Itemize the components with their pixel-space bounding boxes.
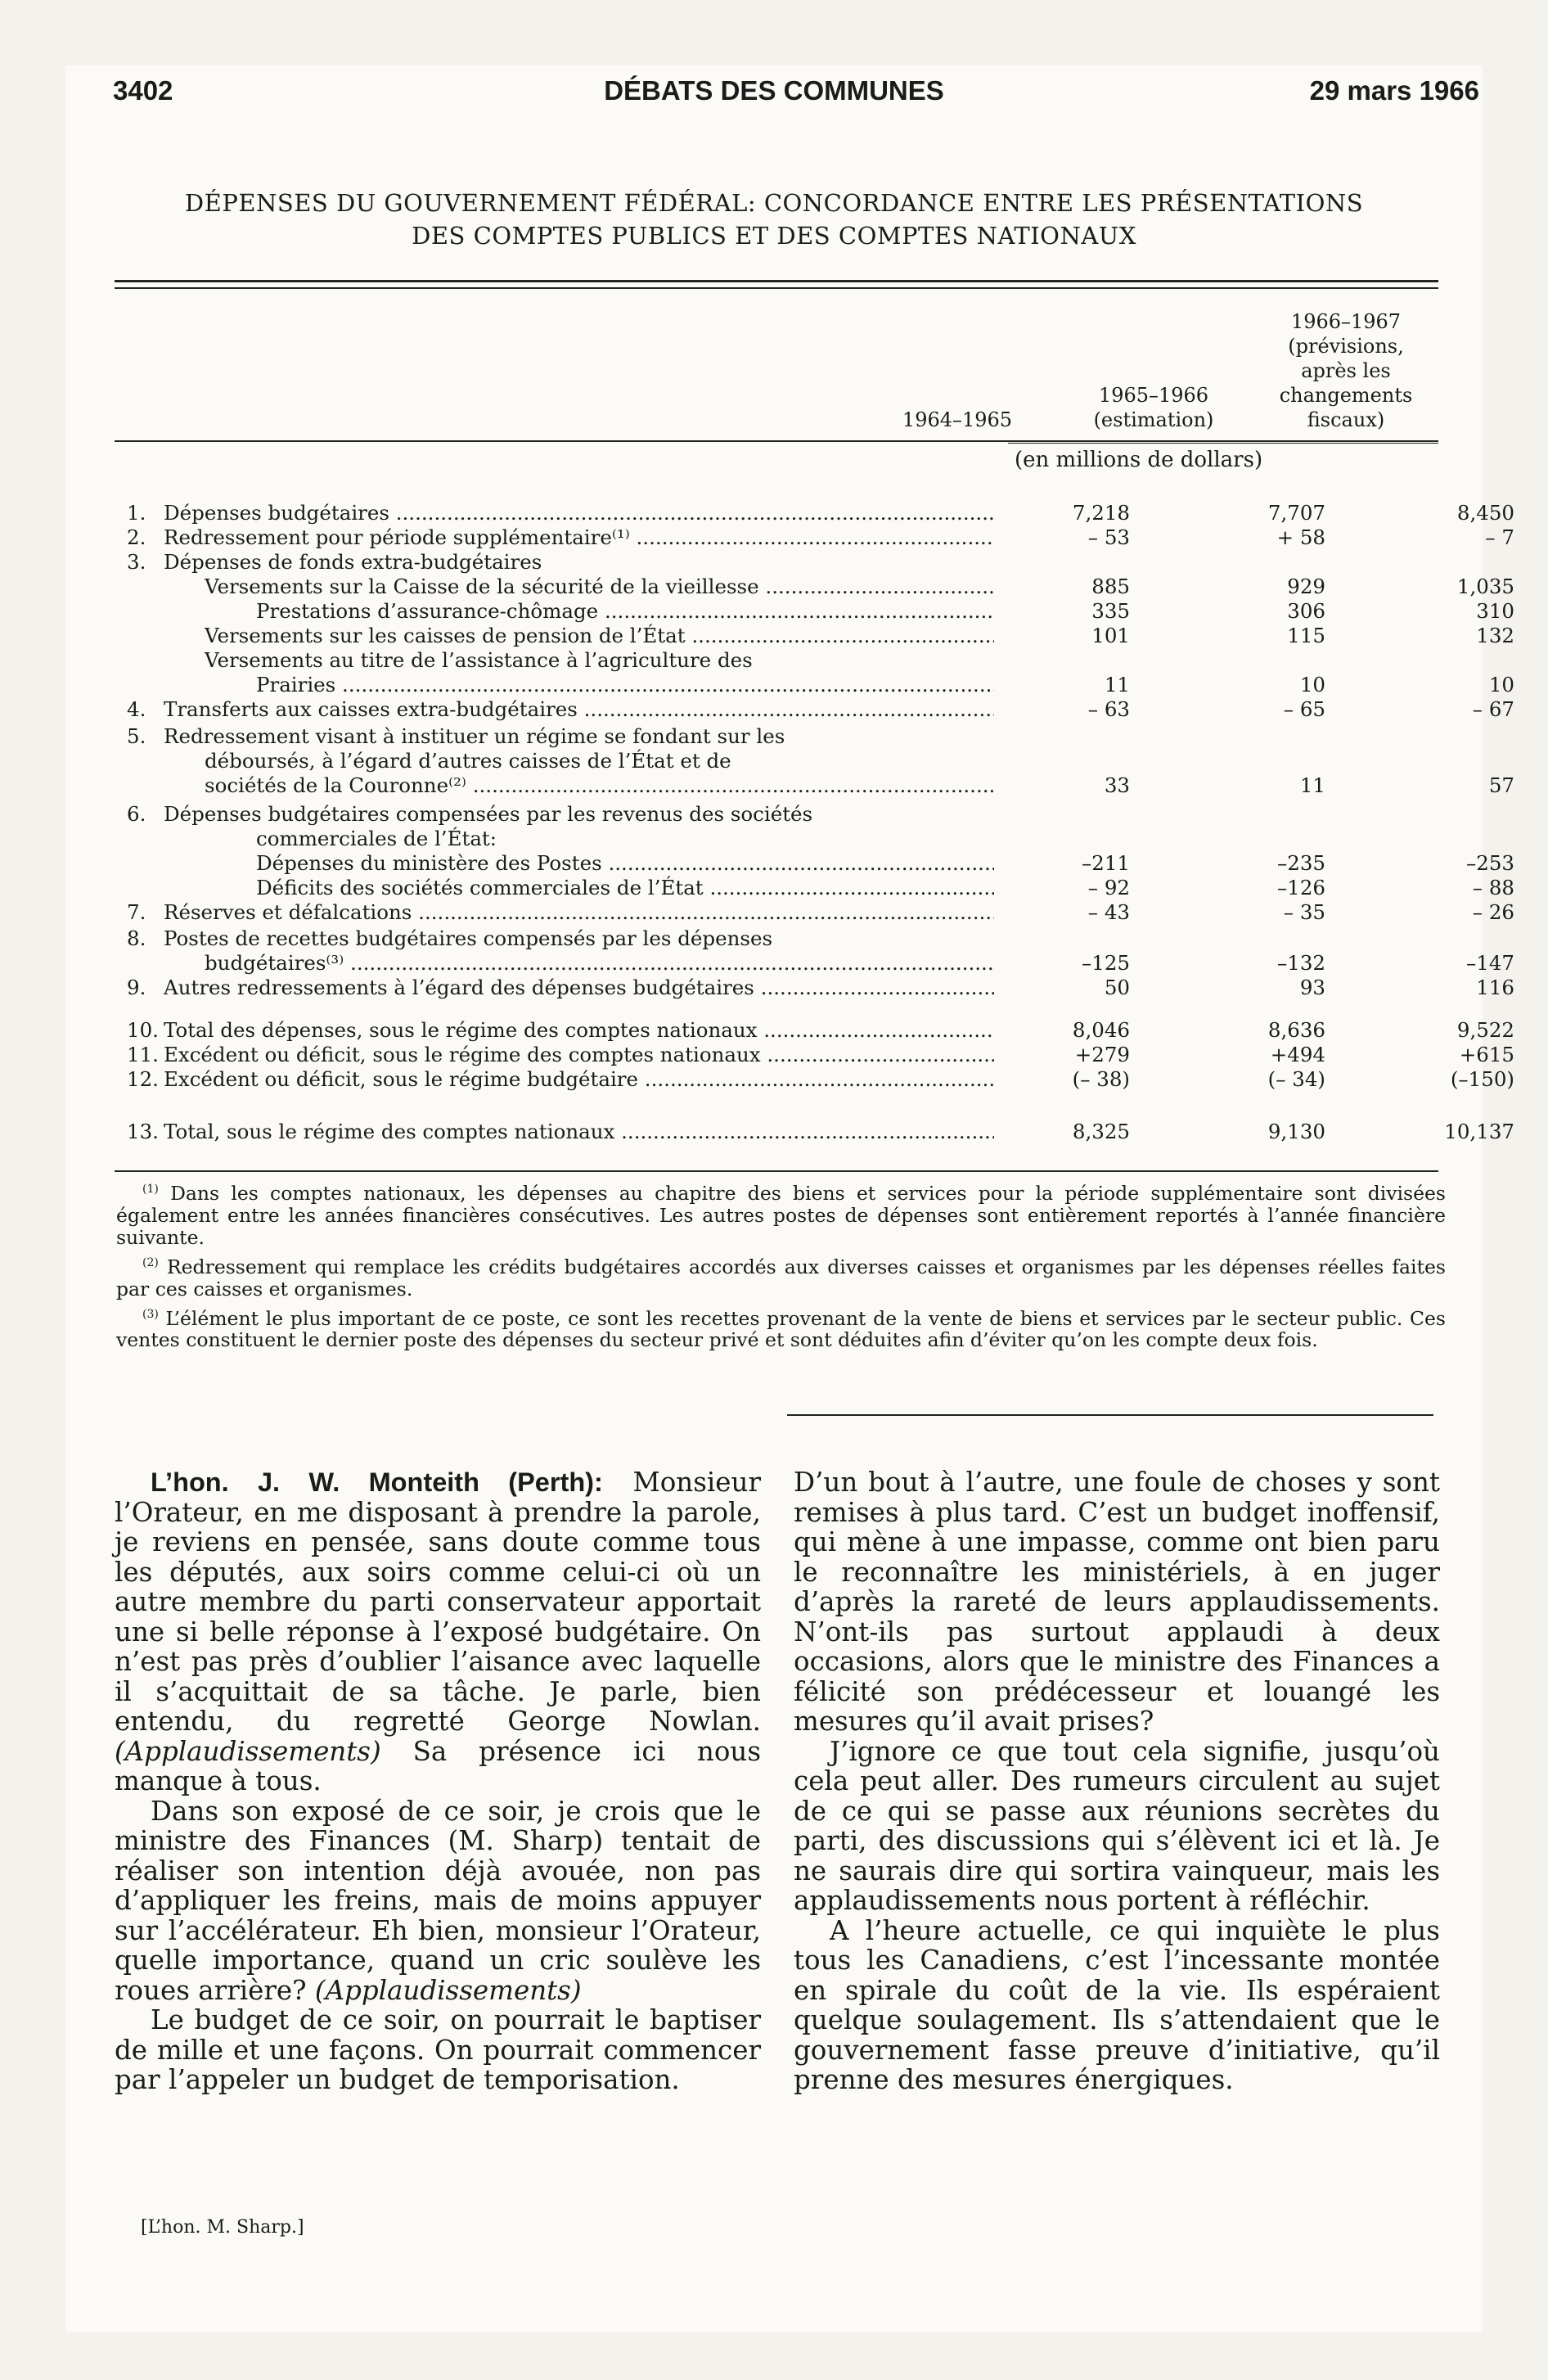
table-row: [127, 1067, 1514, 1092]
paragraph: [115, 1796, 761, 2006]
table-bottom-rule: [115, 1170, 1438, 1172]
row-number: 13.: [127, 1120, 159, 1143]
table-row: [127, 749, 1432, 773]
cell-1966-1967: – 88: [1472, 876, 1514, 899]
table-row: [127, 876, 1514, 900]
cell-1965-1966: –126: [1276, 876, 1325, 899]
cell-1964-1965: 885: [1091, 575, 1130, 598]
column-head-1965-year: 1965–1966: [1098, 384, 1209, 407]
right-column: [794, 1467, 1440, 2095]
paragraph: Le budget de ce soir, on pourrait le baptiser de mille et une façons. On pourrait commencer par l’appeler un budget de temporisation.: [115, 2004, 761, 2095]
table-top-rule: [115, 280, 1438, 282]
cell-1965-1966: 93: [1299, 976, 1325, 999]
page-date: 29 mars 1966: [1309, 75, 1479, 106]
row-label: Redressement visant à instituer un régime se fondant sur les: [164, 724, 785, 748]
cell-1966-1967: –147: [1465, 951, 1514, 975]
cell-1964-1965: – 63: [1087, 697, 1130, 721]
row-label: Postes de recettes budgétaires compensés par les dépenses: [164, 926, 773, 950]
page-title: DÉBATS DES COMMUNES: [604, 75, 944, 106]
paragraph-text: Sa présence ici nous manque à tous.: [115, 1735, 761, 1796]
row-label: Déficits des sociétés commerciales de l’État .....: [256, 876, 994, 899]
table-row: [127, 926, 1432, 951]
table-row: [127, 624, 1514, 648]
cell-1966-1967: (–150): [1450, 1067, 1514, 1091]
cell-1964-1965: –125: [1081, 951, 1130, 975]
cell-1965-1966: 10: [1299, 673, 1325, 696]
row-label: Excédent ou déficit, sous le régime budgétaire .....: [164, 1067, 994, 1091]
cell-1965-1966: – 35: [1283, 900, 1325, 924]
cell-1965-1966: –235: [1276, 851, 1325, 875]
header-rule: [115, 440, 1438, 442]
row-label: Prairies .....: [256, 673, 994, 696]
table-row: [127, 951, 1514, 976]
cell-1965-1966: +494: [1270, 1043, 1325, 1066]
cell-1965-1966: 9,130: [1267, 1120, 1325, 1143]
cell-1966-1967: 10,137: [1444, 1120, 1514, 1143]
unit-label: (en millions de dollars): [1015, 448, 1263, 472]
table-row: [127, 724, 1432, 749]
cell-1966-1967: – 67: [1472, 697, 1514, 721]
interjection: (Applaudissements): [314, 1974, 582, 2006]
cell-1964-1965: 50: [1104, 976, 1130, 999]
table-row: [127, 1120, 1514, 1144]
cell-1964-1965: – 92: [1087, 876, 1130, 899]
row-number: 2.: [127, 525, 146, 549]
table-row: [127, 525, 1514, 550]
paragraph-text: Dans son exposé de ce soir, je crois que le ministre des Finances (M. Sharp) tentait de réaliser son intention déjà avouée, non pas d’appliquer les freins, mais de moins appuyer sur l’accélérateur. Eh bien, monsieur l’Orateur, quelle importance, quand un cric soulève les roues arrière?: [115, 1795, 761, 2006]
row-label: Transferts aux caisses extra-budgétaires .....: [164, 697, 994, 721]
row-number: 7.: [127, 900, 146, 924]
row-label: Dépenses de fonds extra-budgétaires: [164, 550, 542, 574]
paragraph: A l’heure actuelle, ce qui inquiète le plus tous les Canadiens, c’est l’incessante montée en spirale du coût de la vie. Ils espéraient quelque soulagement. Ils s’attendaient que le gouvernement fasse preuve d’initiative, qu’il prenne des mesures énergiques.: [794, 1914, 1440, 2095]
cell-1964-1965: –211: [1081, 851, 1130, 875]
cell-1964-1965: 335: [1091, 599, 1130, 623]
column-head-1966: [1264, 309, 1428, 432]
row-number: 12.: [127, 1067, 159, 1091]
row-number: 1.: [127, 501, 146, 525]
paragraph: J’ignore ce que tout cela signifie, jusqu’où cela peut aller. Des rumeurs circulent au sujet de ce qui se passe aux réunions secrètes du parti, des discussions qui s’élèvent ici et là. Je ne saurais dire qui sortira vainqueur, mais les applaudissements nous portent à réfléchir.: [794, 1735, 1440, 1916]
row-number: 5.: [127, 724, 146, 748]
table-row: [127, 827, 1432, 851]
row-label: Versements sur les caisses de pension de l’État .....: [205, 624, 994, 647]
column-head-1965: [1072, 383, 1235, 432]
cell-1964-1965: (– 38): [1072, 1067, 1130, 1091]
cell-1966-1967: – 26: [1472, 900, 1514, 924]
row-label: Redressement pour période supplémentaire⁽¹⁾ .....: [164, 525, 994, 549]
cell-1964-1965: – 53: [1087, 525, 1130, 549]
table-row: [127, 900, 1514, 925]
footnote-2: [116, 1252, 1446, 1300]
cell-1964-1965: 8,046: [1072, 1018, 1130, 1042]
footnote-2-mark: (2): [142, 1255, 159, 1269]
cell-1965-1966: + 58: [1276, 525, 1325, 549]
cell-1966-1967: 57: [1488, 773, 1514, 797]
cell-1965-1966: 7,707: [1267, 501, 1325, 525]
table-row: [127, 599, 1514, 624]
row-label: Versements sur la Caisse de la sécurité de la vieillesse .....: [205, 575, 994, 598]
cell-1964-1965: 101: [1091, 624, 1130, 647]
row-label: Autres redressements à l’égard des dépenses budgétaires .....: [164, 976, 994, 999]
cell-1966-1967: 310: [1476, 599, 1514, 623]
cell-1966-1967: +615: [1459, 1043, 1514, 1066]
table-row: [127, 648, 1432, 673]
cell-1964-1965: – 43: [1087, 900, 1130, 924]
cell-1965-1966: –132: [1276, 951, 1325, 975]
signature-note: [L’hon. M. Sharp.]: [141, 2217, 304, 2238]
row-label: commerciales de l’État:: [256, 827, 497, 850]
row-label: Total des dépenses, sous le régime des comptes nationaux .....: [164, 1018, 994, 1042]
row-label: Total, sous le régime des comptes nationaux .....: [164, 1120, 994, 1143]
footnotes: [116, 1179, 1446, 1351]
footnote-3: [116, 1304, 1446, 1352]
row-label: déboursés, à l’égard d’autres caisses de l’État et de: [205, 749, 731, 773]
row-number: 4.: [127, 697, 146, 721]
table-row: [127, 1043, 1514, 1067]
row-number: 3.: [127, 550, 146, 574]
paragraph: [115, 1467, 761, 1796]
cell-1964-1965: +279: [1074, 1043, 1130, 1066]
cell-1965-1966: 929: [1287, 575, 1325, 598]
row-number: 10.: [127, 1018, 159, 1042]
table-row: [127, 550, 1432, 575]
row-label: Réserves et défalcations .....: [164, 900, 994, 924]
column-head-1964: 1964–1965: [902, 408, 1013, 431]
row-label: Excédent ou déficit, sous le régime des comptes nationaux .....: [164, 1043, 994, 1066]
row-number: 6.: [127, 802, 146, 826]
paragraph: D’un bout à l’autre, une foule de choses y sont remises à plus tard. C’est un budget inoffensif, qui mène à une impasse, comme ont bien paru le reconnaître les ministériels, à en juger d’après la rareté de leurs applaudissements. N’ont-ils pas surtout applaudi à deux occasions, alors que le ministre des Finances a félicité son prédécesseur et louangé les mesures qu’il avait prises?: [794, 1467, 1440, 1737]
table-row: [127, 697, 1514, 722]
section-rule: [787, 1414, 1433, 1416]
table-row: [127, 1018, 1514, 1043]
table-row: [127, 673, 1514, 697]
cell-1966-1967: –253: [1465, 851, 1514, 875]
cell-1965-1966: 8,636: [1267, 1018, 1325, 1042]
cell-1966-1967: 10: [1488, 673, 1514, 696]
column-head-1965-note: (estimation): [1093, 408, 1214, 431]
column-head-1966-note2: après les: [1301, 359, 1391, 382]
row-label: Prestations d’assurance-chômage .....: [256, 599, 994, 623]
row-label: Dépenses budgétaires compensées par les revenus des sociétés: [164, 802, 813, 826]
column-head-1966-note1: (prévisions,: [1288, 335, 1404, 358]
cell-1966-1967: 1,035: [1456, 575, 1514, 598]
cell-1965-1966: 11: [1299, 773, 1325, 797]
row-label: Versements au titre de l’assistance à l’agriculture des: [205, 648, 753, 672]
row-number: 11.: [127, 1043, 159, 1066]
header-rule-sub: [1008, 443, 1438, 444]
paragraph-text: Monsieur l’Orateur, en me disposant à prendre la parole, je reviens en pensée, sans doute comme tous les députés, aux soirs comme celui-ci où un autre membre du parti conservateur apportait une si belle réponse à l’exposé budgétaire. On n’est pas près d’oublier l’aisance avec laquelle il s’acquittait de sa tâche. Je parle, bien entendu, du regretté George Nowlan.: [115, 1467, 761, 1737]
page-number: 3402: [113, 75, 173, 106]
cell-1965-1966: 306: [1287, 599, 1325, 623]
column-head-1966-note4: fiscaux): [1307, 408, 1385, 431]
table-row: [127, 851, 1514, 876]
row-number: 8.: [127, 926, 146, 950]
footnote-1: [116, 1179, 1446, 1249]
cell-1966-1967: – 7: [1485, 525, 1514, 549]
cell-1965-1966: (– 34): [1267, 1067, 1325, 1091]
table-row: [127, 501, 1514, 525]
table-row: [127, 575, 1514, 599]
row-number: 9.: [127, 976, 146, 999]
table-title-line1: DÉPENSES DU GOUVERNEMENT FÉDÉRAL: CONCORDANCE ENTRE LES PRÉSENTATIONS: [184, 189, 1364, 217]
table-row: [127, 976, 1514, 1000]
column-head-1966-year: 1966–1967: [1290, 310, 1402, 333]
table-row: [127, 802, 1432, 827]
row-label: Dépenses du ministère des Postes .....: [256, 851, 994, 875]
cell-1964-1965: 7,218: [1072, 501, 1130, 525]
row-label: budgétaires⁽³⁾ .....: [205, 951, 994, 975]
row-label: sociétés de la Couronne⁽²⁾ .....: [205, 773, 994, 797]
cell-1966-1967: 132: [1476, 624, 1514, 647]
left-column: [115, 1467, 761, 2095]
table-title-line2: DES COMPTES PUBLICS ET DES COMPTES NATIONAUX: [412, 222, 1136, 250]
table-top-rule-2: [115, 287, 1438, 289]
footnote-3-mark: (3): [142, 1307, 159, 1321]
footnote-2-text: Redressement qui remplace les crédits budgétaires accordés aux diverses caisses et organismes par les dépenses réelles faites par ces caisses et organismes.: [116, 1255, 1446, 1300]
row-label: Dépenses budgétaires .....: [164, 501, 994, 525]
table-row: [127, 773, 1514, 798]
cell-1966-1967: 9,522: [1456, 1018, 1514, 1042]
cell-1965-1966: 115: [1287, 624, 1325, 647]
footnote-1-mark: (1): [142, 1183, 159, 1196]
speaker-name: L’hon. J. W. Monteith (Perth):: [151, 1467, 603, 1497]
cell-1966-1967: 116: [1476, 976, 1514, 999]
column-head-1966-note3: changements: [1279, 384, 1413, 407]
cell-1966-1967: 8,450: [1456, 501, 1514, 525]
cell-1965-1966: – 65: [1283, 697, 1325, 721]
footnote-3-text: L’élément le plus important de ce poste, ce sont les recettes provenant de la vente de biens et services par le secteur public. Ces ventes constituent le dernier poste des dépenses du secteur privé et sont déduites afin d’éviter qu’on les compte deux fois.: [116, 1306, 1446, 1352]
interjection: (Applaudissements): [115, 1735, 381, 1767]
cell-1964-1965: 33: [1104, 773, 1130, 797]
footnote-1-text: Dans les comptes nationaux, les dépenses au chapitre des biens et services pour la période supplémentaire sont divisées également entre les années financières consécutives. Les autres postes de dépenses sont entièrement reportés à l’année financière suivante.: [116, 1181, 1446, 1249]
cell-1964-1965: 11: [1104, 673, 1130, 696]
cell-1964-1965: 8,325: [1072, 1120, 1130, 1143]
